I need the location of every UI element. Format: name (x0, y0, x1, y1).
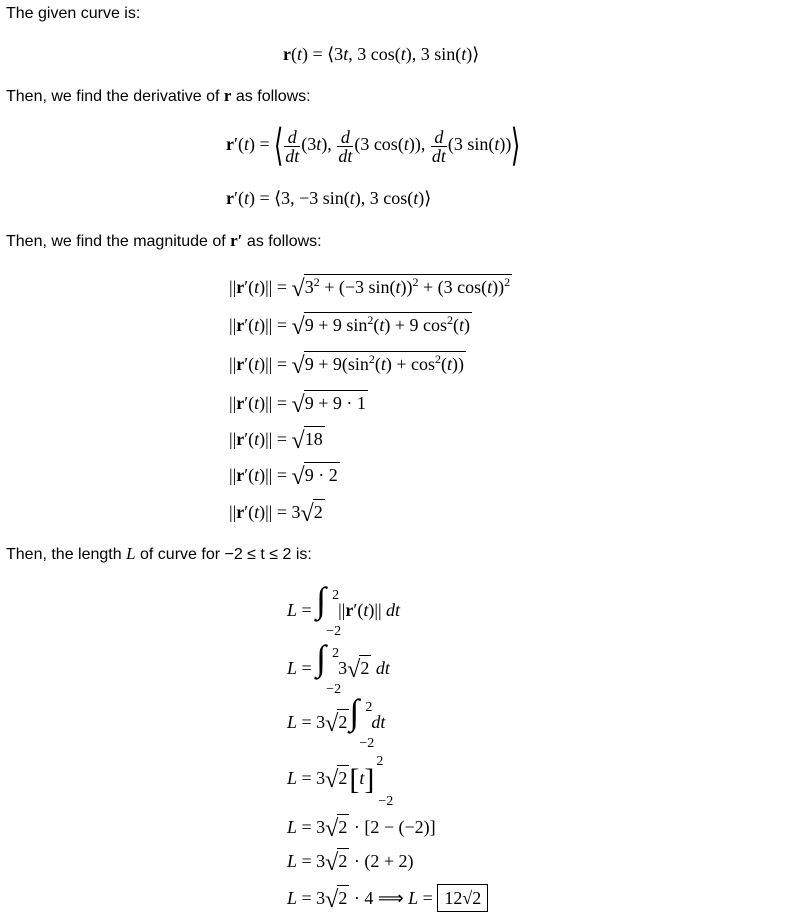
final-answer-box: 12√2 (437, 884, 488, 912)
magnitude-eq-6: ||r′(t)|| = √9 · 2 (229, 464, 338, 490)
derivative-intro: Then, we find the derivative of r as follows: (6, 86, 311, 105)
length-eq-4: L = 3√2[t] 2 −2 (287, 754, 394, 809)
length-eq-3: L = 3√2 ∫ 2 −2 dt (287, 692, 386, 751)
length-eq-7: L = 3√2 · 4 ⟹ L = 12√2 (287, 884, 488, 912)
length-intro: Then, the length L of curve for −2 ≤ t ≤ 2 is: (6, 544, 312, 563)
intro-text: The given curve is: (6, 5, 141, 22)
magnitude-eq-1: $||r'(t)|| = √3^2 + (-3$ sin(t))$^2$ + (3 cos(t))$^2$ (229, 275, 511, 302)
curve-equation: r(t) = ⟨3t, 3 cos(t), 3 sin(t)⟩ (283, 44, 480, 64)
length-eq-1: L = ∫ 2 −2 ||r′(t)|| dt (287, 580, 401, 639)
length-eq-2: L = ∫ 2 −2 3√2 dt (287, 638, 390, 697)
magnitude-eq-4: ||r′(t)|| = √9 + 9 · 1 (229, 392, 366, 418)
magnitude-eq-2: ||r′(t)|| = √9 + 9 $\sin^2(t) + 9$ $\cos^2(t)$ (229, 313, 471, 340)
length-eq-5: L = 3√2 · [2 − (−2)] (287, 816, 436, 842)
magnitude-eq-7: ||r′(t)|| = 3√2 (229, 501, 323, 527)
magnitude-intro: Then, we find the magnitude of r′ as follows: (6, 231, 322, 250)
derivative-eq-1: r′(t) = ⟨ $\frac{d}{dt}$ (3t), $\frac{d}{dt}$ (3 cos(t)), $\frac{d}{dt}$ (3 sin(t))⟩ (226, 121, 521, 170)
length-eq-6: L = 3√2 · (2 + 2) (287, 850, 414, 876)
magnitude-eq-5: ||r′(t)|| = √18 (229, 428, 323, 454)
derivative-eq-2: r′(t) = ⟨3, −3 sin(t), 3 cos(t)⟩ (226, 188, 432, 208)
magnitude-eq-3: $||r'(t)|| = √9 + 9(\sin^2(t) + \cos^2(t))$ (229, 352, 465, 379)
